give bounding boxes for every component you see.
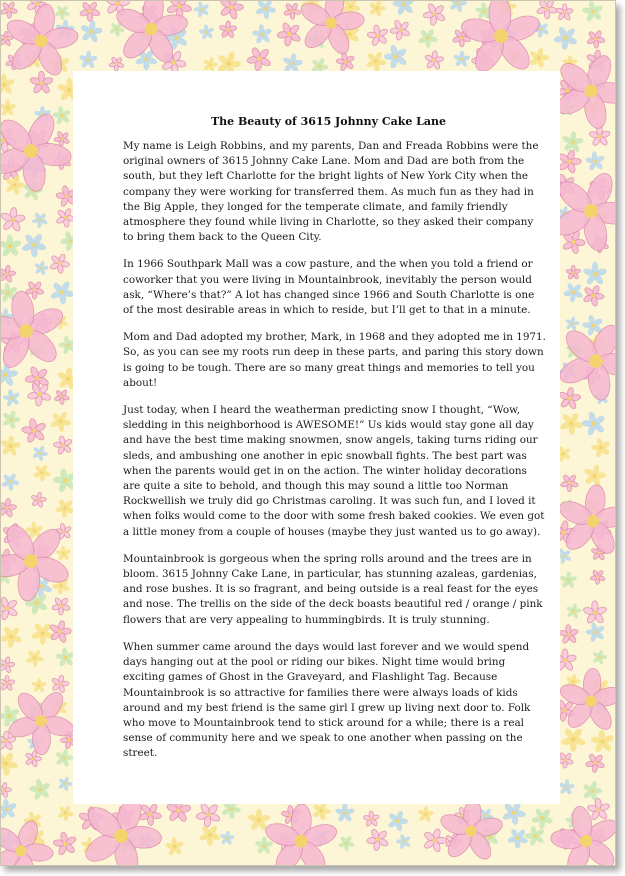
flower-decoration <box>419 1 451 30</box>
flower-decoration <box>416 805 435 823</box>
flower-decoration <box>1 780 13 799</box>
flower-decoration <box>361 808 382 829</box>
text-panel <box>73 71 560 804</box>
flower-decoration <box>1 99 16 116</box>
flower-decoration <box>555 4 574 22</box>
paragraph-winter: Just today, when I heard the weatherman predicting snow I thought, “Wow, sledding in this neighborhood is AWESOME!” Us kids would stay gone all day and have the best time making snowmen, snow angels, taking turns riding our sleds, and ambushing one another in epic snowball fights. The best part was when the parents would get in on the action. The winter holiday decorations are quite a site to behold, and though this may sound a little too Norman Rockwellish we truly did go Christmas caroling. It was such fun, and I loved it when folks would come to the door with some fresh baked cookies. We even got a little money from a couple of houses (maybe they just wanted us to go away). <box>123 404 545 538</box>
flower-decoration <box>196 22 217 43</box>
flower-decoration <box>1 70 18 99</box>
flower-decoration <box>48 593 74 619</box>
flower-decoration <box>216 1 247 22</box>
flower-decoration <box>28 208 51 231</box>
flower-decoration <box>414 24 442 52</box>
flower-decoration <box>251 1 280 23</box>
flower-decoration <box>1 264 17 285</box>
flower-decoration <box>578 1 607 26</box>
flower-decoration <box>1 434 22 457</box>
flower-decoration <box>30 460 55 485</box>
paragraph-summer: When summer came around the days would last forever and we would spend days hanging out at the pool or riding our bikes. Night time would bring exciting games of Ghost in the Graveyard, and Flashlight Tag. Because Mountainbrook is so attractive for families there were always loads of kids around and my best friend is the same girl I grew up living next door to. Folk who move to Mountainbrook tend to stick around for a while; there is a real sense of community here and we speak to one another when passing on the street. <box>123 640 531 760</box>
document-title: The Beauty of 3615 Johnny Cake Lane <box>210 115 447 128</box>
flower-decoration <box>419 825 450 855</box>
flower-decoration <box>587 566 608 587</box>
flower-decoration <box>17 227 52 262</box>
flower-decoration <box>75 1 104 25</box>
flower-decoration <box>557 386 583 411</box>
flower-decoration <box>393 831 415 853</box>
flower-decoration <box>363 21 392 51</box>
flower-decoration <box>218 21 237 39</box>
flower-decoration <box>1 469 23 494</box>
flower-decoration <box>49 827 81 860</box>
flower-decoration <box>362 823 394 855</box>
paragraph-intro: My name is Leigh Robbins, and my parents, Dan and Freada Robbins were the original owners of 3615 Johnny Cake Lane. Mom and Dad are both from the south, but they left Charlotte for the bright lights of New York City when the company they were working for transferred them. As much fun as they had in the Big Apple, they longed for the temperate climate, and family friendly atmosphere they found while living in Charlotte, so they asked their company to bring them back to the Queen City. <box>123 140 539 244</box>
flower-decoration <box>557 470 582 495</box>
flower-decoration <box>583 26 608 51</box>
paragraph-southpark: In 1966 Southpark Mall was a cow pasture, and the when you told a friend or coworker that you were living in Mountainbrook, inevitably the person would ask, “Where’s that?” A lot has changed since 1966 and South Charlotte is one of the most desirable areas in which to reside, but I’ll get to that in a minute. <box>123 258 535 317</box>
flower-decoration <box>162 834 187 860</box>
flower-decoration <box>29 442 51 463</box>
flower-decoration <box>579 281 608 309</box>
flower-decoration <box>564 602 583 620</box>
flower-decoration <box>582 262 607 286</box>
flower-decoration <box>564 263 583 282</box>
flower-decoration <box>18 414 52 448</box>
flower-decoration <box>54 802 77 824</box>
flower-decoration <box>555 666 615 734</box>
flower-decoration <box>46 250 73 277</box>
flower-decoration <box>1 655 17 675</box>
flower-decoration <box>333 800 358 825</box>
flower-decoration <box>587 434 615 462</box>
flower-decoration <box>249 20 276 48</box>
flower-decoration <box>46 407 75 436</box>
flower-decoration <box>25 774 55 804</box>
flower-decoration <box>526 45 552 70</box>
flower-decoration <box>590 648 610 667</box>
flower-decoration <box>563 315 581 332</box>
flower-decoration <box>1 386 24 411</box>
flower-decoration <box>51 386 72 407</box>
flower-decoration <box>272 17 306 51</box>
flower-decoration <box>1 746 23 780</box>
flower-decoration <box>559 278 588 307</box>
flower-decoration <box>1 206 27 233</box>
flower-decoration <box>78 50 98 69</box>
flower-decoration <box>280 1 304 23</box>
flower-decoration <box>579 778 605 803</box>
paragraph-spring: Mountainbrook is gorgeous when the spring rolls around and the trees are in bloom. 3615 Johnny Cake Lane, in particular, has stunning azaleas, gardenias, and rose bushes. It is so fragrant, and being outside is a real feast for the eyes and nose. The trellis on the side of the deck boasts beautiful red / orange / pink flowers that are very appealing to hummingbirds. It is truly stunning. <box>123 552 543 626</box>
flower-decoration <box>1 592 24 625</box>
flower-decoration <box>32 259 50 277</box>
flower-decoration <box>552 480 615 560</box>
flower-decoration <box>31 678 47 693</box>
flower-decoration <box>577 406 611 441</box>
flower-decoration <box>1 1 21 22</box>
flower-decoration <box>1 621 27 653</box>
flower-decoration <box>582 749 610 777</box>
flower-decoration <box>389 1 420 20</box>
flower-decoration <box>384 807 412 835</box>
flower-decoration <box>452 50 471 68</box>
flower-decoration <box>78 18 105 44</box>
flower-decoration <box>49 673 71 695</box>
flower-decoration <box>582 148 609 175</box>
flower-decoration <box>379 39 413 73</box>
flower-decoration <box>1 231 25 262</box>
flower-decoration <box>435 796 506 864</box>
flower-decoration <box>46 618 74 645</box>
flower-decoration <box>335 832 358 855</box>
flower-decoration <box>29 491 48 509</box>
flower-decoration <box>559 571 578 589</box>
flower-decoration <box>582 618 610 646</box>
flower-decoration <box>549 20 584 55</box>
flower-decoration <box>423 50 445 71</box>
paragraph-adoption: Mom and Dad adopted my brother, Mark, in 1968 and they adopted me in 1971. So, as you can see my roots run deep in these parts, and paring this story down is going to be tough. There are so many great things and memories to tell you about! <box>123 331 546 389</box>
flower-decoration <box>446 1 469 14</box>
flower-decoration <box>1 497 18 519</box>
flower-decoration <box>22 645 47 670</box>
flower-decoration <box>191 1 214 21</box>
flower-decoration <box>52 1 74 23</box>
flower-decoration <box>386 15 415 44</box>
flower-decoration <box>219 830 236 846</box>
flower-decoration <box>521 821 550 850</box>
flower-decoration <box>366 1 388 19</box>
flower-decoration <box>1 795 21 824</box>
flower-decoration <box>1 407 23 431</box>
flower-decoration <box>587 726 615 758</box>
flower-decoration <box>1 675 15 691</box>
